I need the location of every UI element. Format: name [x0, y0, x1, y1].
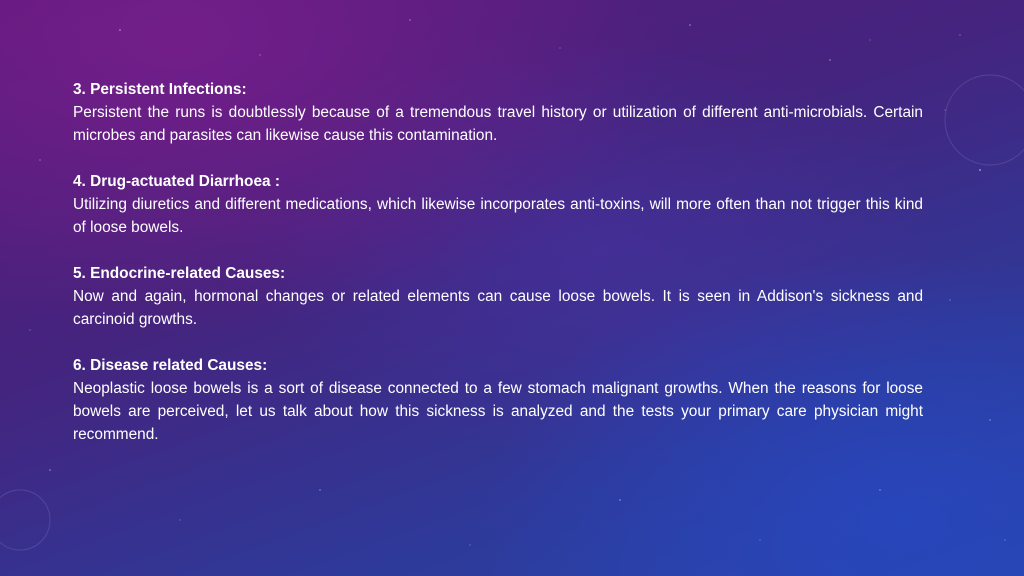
section-heading: 5. Endocrine-related Causes:: [73, 265, 286, 282]
section-text: Now and again, hormonal changes or related elements can cause loose bowels. It is seen in Addison's sickness and carcinoid growths.: [73, 288, 923, 328]
section-text: Utilizing diuretics and different medications, which likewise incorporates anti-toxins, will more often than not trigger this kind of loose bowels.: [73, 196, 923, 236]
section-heading: 3. Persistent Infections:: [73, 81, 247, 98]
section-heading: 4. Drug-actuated Diarrhoea :: [73, 173, 280, 190]
section-heading: 6. Disease related Causes:: [73, 357, 268, 374]
section-persistent-infections: [73, 78, 923, 147]
section-text: Persistent the runs is doubtlessly because of a tremendous travel history or utilization of different anti-microbials. Certain microbes and parasites can likewise cause this contamination.: [73, 104, 923, 144]
slide-content: [73, 78, 923, 469]
section-drug-actuated-diarrhoea: [73, 170, 923, 239]
section-endocrine-related-causes: [73, 262, 923, 331]
section-text: Neoplastic loose bowels is a sort of disease connected to a few stomach malignant growths. When the reasons for loose bowels are perceived, let us talk about how this sickness is analyzed and the tests your primary care physician might recommend.: [73, 380, 923, 443]
section-disease-related-causes: [73, 354, 923, 446]
